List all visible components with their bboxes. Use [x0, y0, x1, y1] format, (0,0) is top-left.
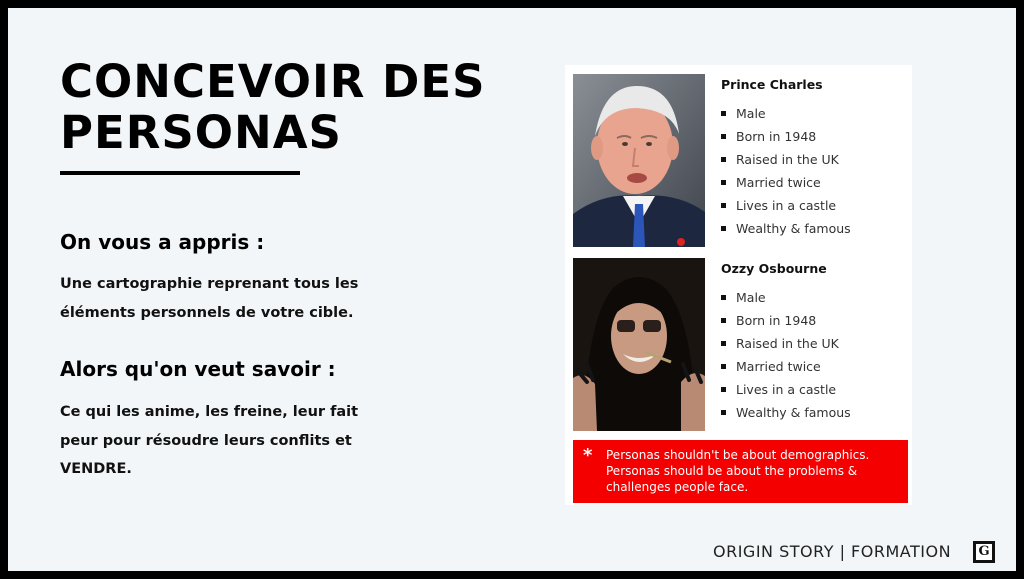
persona-2-trait: Lives in a castle [721, 382, 851, 405]
persona-2-trait: Male [721, 290, 851, 313]
title-line-1: CONCEVOIR DES [60, 55, 486, 108]
brand-logo-letter: G [976, 544, 992, 560]
persona-2-trait: Raised in the UK [721, 336, 851, 359]
section-1-heading: On vous a appris : [60, 230, 265, 254]
title-line-2: PERSONAS [60, 106, 342, 159]
section-2-heading: Alors qu'on veut savoir : [60, 357, 336, 381]
persona-2-photo [573, 258, 705, 431]
persona-2-trait: Born in 1948 [721, 313, 851, 336]
section-1-text [60, 270, 440, 327]
persona-1-trait: Male [721, 106, 851, 129]
persona-1-trait: Married twice [721, 175, 851, 198]
persona-2-trait: Married twice [721, 359, 851, 382]
persona-comparison-card [565, 65, 912, 505]
persona-1-trait: Lives in a castle [721, 198, 851, 221]
persona-1-name: Prince Charles [721, 77, 823, 92]
note-line-1: Personas shouldn't be about demographics. [606, 448, 870, 462]
persona-2-trait: Wealthy & famous [721, 405, 851, 428]
persona-2-name: Ozzy Osbourne [721, 261, 827, 276]
persona-1-photo [573, 74, 705, 247]
section-1-line-1: Une cartographie reprenant tous les [60, 276, 359, 292]
section-2-line-2: peur pour résoudre leurs conflits et [60, 432, 352, 449]
persona-1-trait: Wealthy & famous [721, 221, 851, 244]
persona-1-traits [721, 106, 851, 244]
section-1-line-2: éléments personnels de votre cible. [60, 304, 354, 321]
brand-logo [973, 541, 995, 563]
persona-2-traits [721, 290, 851, 428]
note-line-3: challenges people face. [606, 480, 749, 494]
footer-brand: ORIGIN STORY | FORMATION [713, 542, 952, 561]
persona-warning-note [573, 440, 908, 503]
title-underline [60, 171, 300, 175]
section-2-line-3: VENDRE. [60, 461, 132, 477]
section-2-line-1: Ce qui les anime, les freine, leur fait [60, 404, 359, 420]
slide-title [60, 56, 486, 158]
note-line-2: Personas should be about the problems & [606, 464, 858, 478]
section-2-text [60, 398, 440, 484]
asterisk-icon: * [583, 445, 593, 466]
persona-1-trait: Born in 1948 [721, 129, 851, 152]
persona-1-trait: Raised in the UK [721, 152, 851, 175]
